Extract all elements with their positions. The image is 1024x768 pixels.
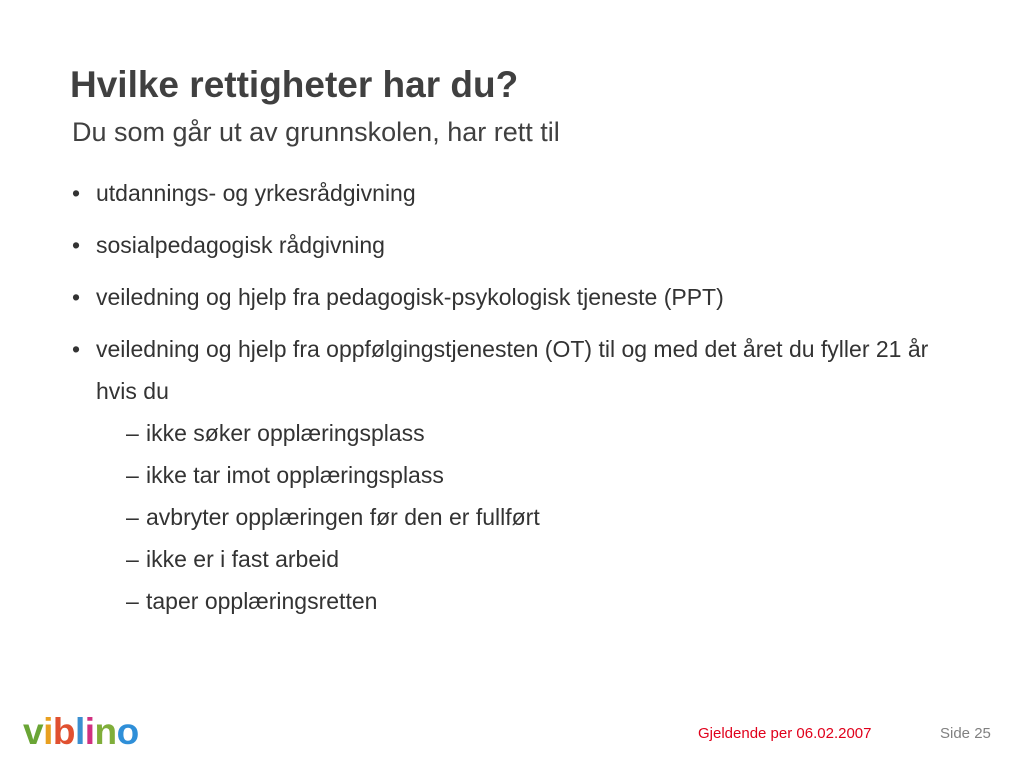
list-item <box>72 276 972 318</box>
dash-marker: – <box>126 462 139 488</box>
sub-list-item <box>72 580 972 622</box>
sub-list-item-text: ikke er i fast arbeid <box>146 546 340 572</box>
logo-letter: n <box>94 711 117 752</box>
sub-list-item-text: avbryter opplæringen før den er fullført <box>146 504 540 530</box>
slide-subtitle: Du som går ut av grunnskolen, har rett til <box>72 117 560 147</box>
footer-date: Gjeldende per 06.02.2007 <box>698 725 872 742</box>
list-item-text: utdannings- og yrkesrådgivning <box>96 180 416 206</box>
sub-list-item <box>72 454 972 496</box>
list-item-text: veiledning og hjelp fra pedagogisk-psykologisk tjeneste (PPT) <box>96 284 724 310</box>
list-item <box>72 328 972 412</box>
logo-letter: v <box>23 711 44 752</box>
sub-list-item-text: taper opplæringsretten <box>146 588 378 614</box>
bullet-marker: • <box>72 336 81 362</box>
viblino-logo <box>23 708 139 756</box>
dash-marker: – <box>126 546 139 572</box>
list-item-text: sosialpedagogisk rådgivning <box>96 232 385 258</box>
logo-letter: i <box>43 711 53 752</box>
dash-marker: – <box>126 420 139 446</box>
bullet-list <box>72 172 972 622</box>
sub-list-item <box>72 496 972 538</box>
sub-list-item <box>72 538 972 580</box>
bullet-marker: • <box>72 232 81 258</box>
page-number: Side 25 <box>940 725 991 742</box>
sub-list-item-text: ikke søker opplæringsplass <box>146 420 425 446</box>
list-item <box>72 172 972 214</box>
dash-marker: – <box>126 588 139 614</box>
sub-list-item <box>72 412 972 454</box>
logo-letter: i <box>84 711 95 752</box>
dash-marker: – <box>126 504 139 530</box>
bullet-marker: • <box>72 180 81 206</box>
slide-title: Hvilke rettigheter har du? <box>70 64 519 105</box>
sub-list-item-text: ikke tar imot opplæringsplass <box>146 462 444 488</box>
logo-letter: b <box>52 711 75 752</box>
list-item-text: veiledning og hjelp fra oppfølgingstjenesten (OT) til og med det året du fyller 21 år hvis du <box>96 336 929 404</box>
list-item <box>72 224 972 266</box>
logo-letter: l <box>74 711 85 752</box>
bullet-marker: • <box>72 284 81 310</box>
logo-letter: o <box>116 711 139 752</box>
